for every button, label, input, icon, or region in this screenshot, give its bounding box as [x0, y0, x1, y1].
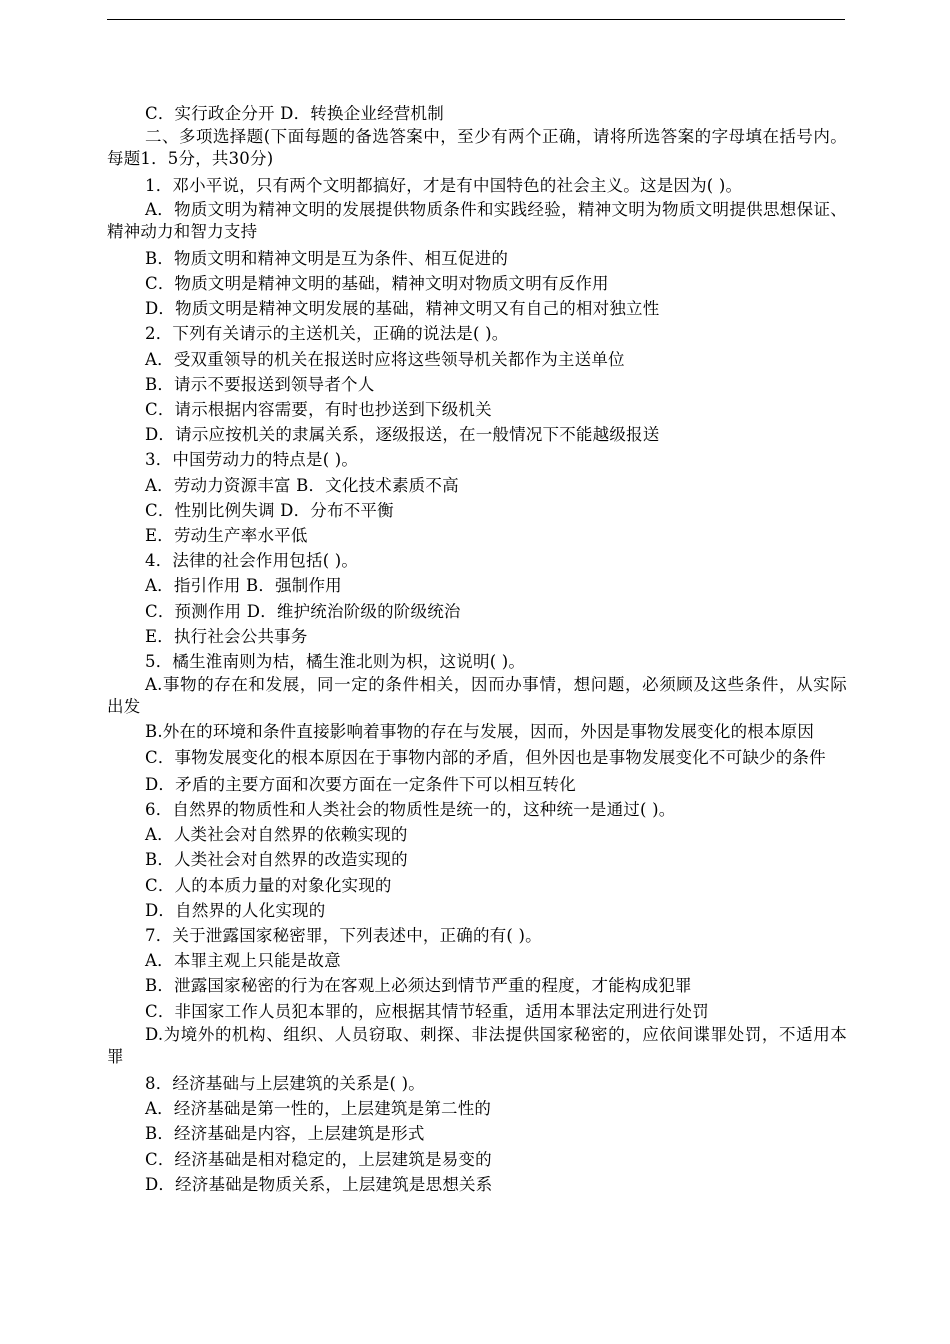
paragraph: C．性别比例失调 D．分布不平衡 [145, 500, 394, 520]
paragraph: 1．邓小平说，只有两个文明都搞好，才是有中国特色的社会主义。这是因为( )。 [145, 176, 743, 196]
paragraph: A．本罪主观上只能是故意 [145, 951, 341, 971]
paragraph: A．人类社会对自然界的依赖实现的 [145, 825, 408, 845]
paragraph: C．经济基础是相对稳定的，上层建筑是易变的 [145, 1149, 492, 1169]
paragraph: A．劳动力资源丰富 B．文化技术素质不高 [145, 475, 459, 495]
paragraph: D．矛盾的主要方面和次要方面在一定条件下可以相互转化 [145, 774, 576, 794]
paragraph: C．事物发展变化的根本原因在于事物内部的矛盾，但外因也是事物发展变化不可缺少的条件 [145, 747, 826, 767]
paragraph: C．物质文明是精神文明的基础，精神文明对物质文明有反作用 [145, 273, 609, 293]
paragraph: C．请示根据内容需要，有时也抄送到下级机关 [145, 400, 492, 419]
paragraph: B．物质文明和精神文明是互为条件、相互促进的 [145, 248, 509, 268]
paragraph: 二、多项选择题(下面每题的备选答案中，至少有两个正确，请将所选答案的字母填在括号内。每题1．5分，共30分) [107, 127, 847, 169]
paragraph: 5．橘生淮南则为桔，橘生淮北则为枳，这说明( )。 [145, 652, 526, 672]
paragraph: D.为境外的机构、组织、人员窃取、刺探、非法提供国家秘密的，应依间谍罪处罚，不适用本罪 [107, 1024, 847, 1066]
header-rule [107, 19, 845, 20]
paragraph: A.事物的存在和发展，同一定的条件相关，因而办事情，想问题，必须顾及这些条件，从实际出发 [107, 675, 847, 717]
paragraph: C．实行政企分开 D．转换企业经营机制 [145, 104, 444, 123]
paragraph: 8．经济基础与上层建筑的关系是( )。 [145, 1074, 425, 1094]
paragraph: E．执行社会公共事务 [145, 626, 308, 646]
paragraph: B．经济基础是内容，上层建筑是形式 [145, 1124, 425, 1144]
paragraph: B．泄露国家秘密的行为在客观上必须达到情节严重的程度，才能构成犯罪 [145, 976, 692, 996]
paragraph: A．经济基础是第一性的，上层建筑是第二性的 [145, 1099, 492, 1119]
paragraph: D．请示应按机关的隶属关系，逐级报送，在一般情况下不能越级报送 [145, 425, 660, 445]
paragraph: C．非国家工作人员犯本罪的，应根据其情节轻重，适用本罪法定刑进行处罚 [145, 1001, 709, 1021]
paragraph: 2．下列有关请示的主送机关，正确的说法是( )。 [145, 324, 509, 344]
paragraph: 7．关于泄露国家秘密罪，下列表述中，正确的有( )。 [145, 926, 542, 946]
paragraph: C．人的本质力量的对象化实现的 [145, 875, 392, 895]
document-body [107, 101, 847, 1197]
paragraph: B.外在的环境和条件直接影响着事物的存在与发展，因而，外因是事物发展变化的根本原因 [145, 722, 815, 742]
paragraph: D．物质文明是精神文明发展的基础，精神文明又有自己的相对独立性 [145, 299, 660, 319]
paragraph: 3．中国劳动力的特点是( )。 [145, 450, 359, 470]
paragraph: A．受双重领导的机关在报送时应将这些领导机关都作为主送单位 [145, 349, 625, 369]
paragraph: D．经济基础是物质关系，上层建筑是思想关系 [145, 1174, 493, 1194]
paragraph: B．人类社会对自然界的改造实现的 [145, 850, 408, 870]
paragraph: B．请示不要报送到领导者个人 [145, 374, 375, 394]
paragraph: 6．自然界的物质性和人类社会的物质性是统一的，这种统一是通过( )。 [145, 800, 676, 819]
paragraph: 4．法律的社会作用包括( )。 [145, 551, 359, 571]
paragraph: D．自然界的人化实现的 [145, 900, 326, 920]
paragraph: A．物质文明为精神文明的发展提供物质条件和实践经验，精神文明为物质文明提供思想保证、精神动力和智力支持 [107, 199, 847, 241]
paragraph: A．指引作用 B．强制作用 [145, 576, 342, 596]
paragraph: E．劳动生产率水平低 [145, 526, 308, 546]
paragraph: C．预测作用 D．维护统治阶级的阶级统治 [145, 601, 461, 621]
